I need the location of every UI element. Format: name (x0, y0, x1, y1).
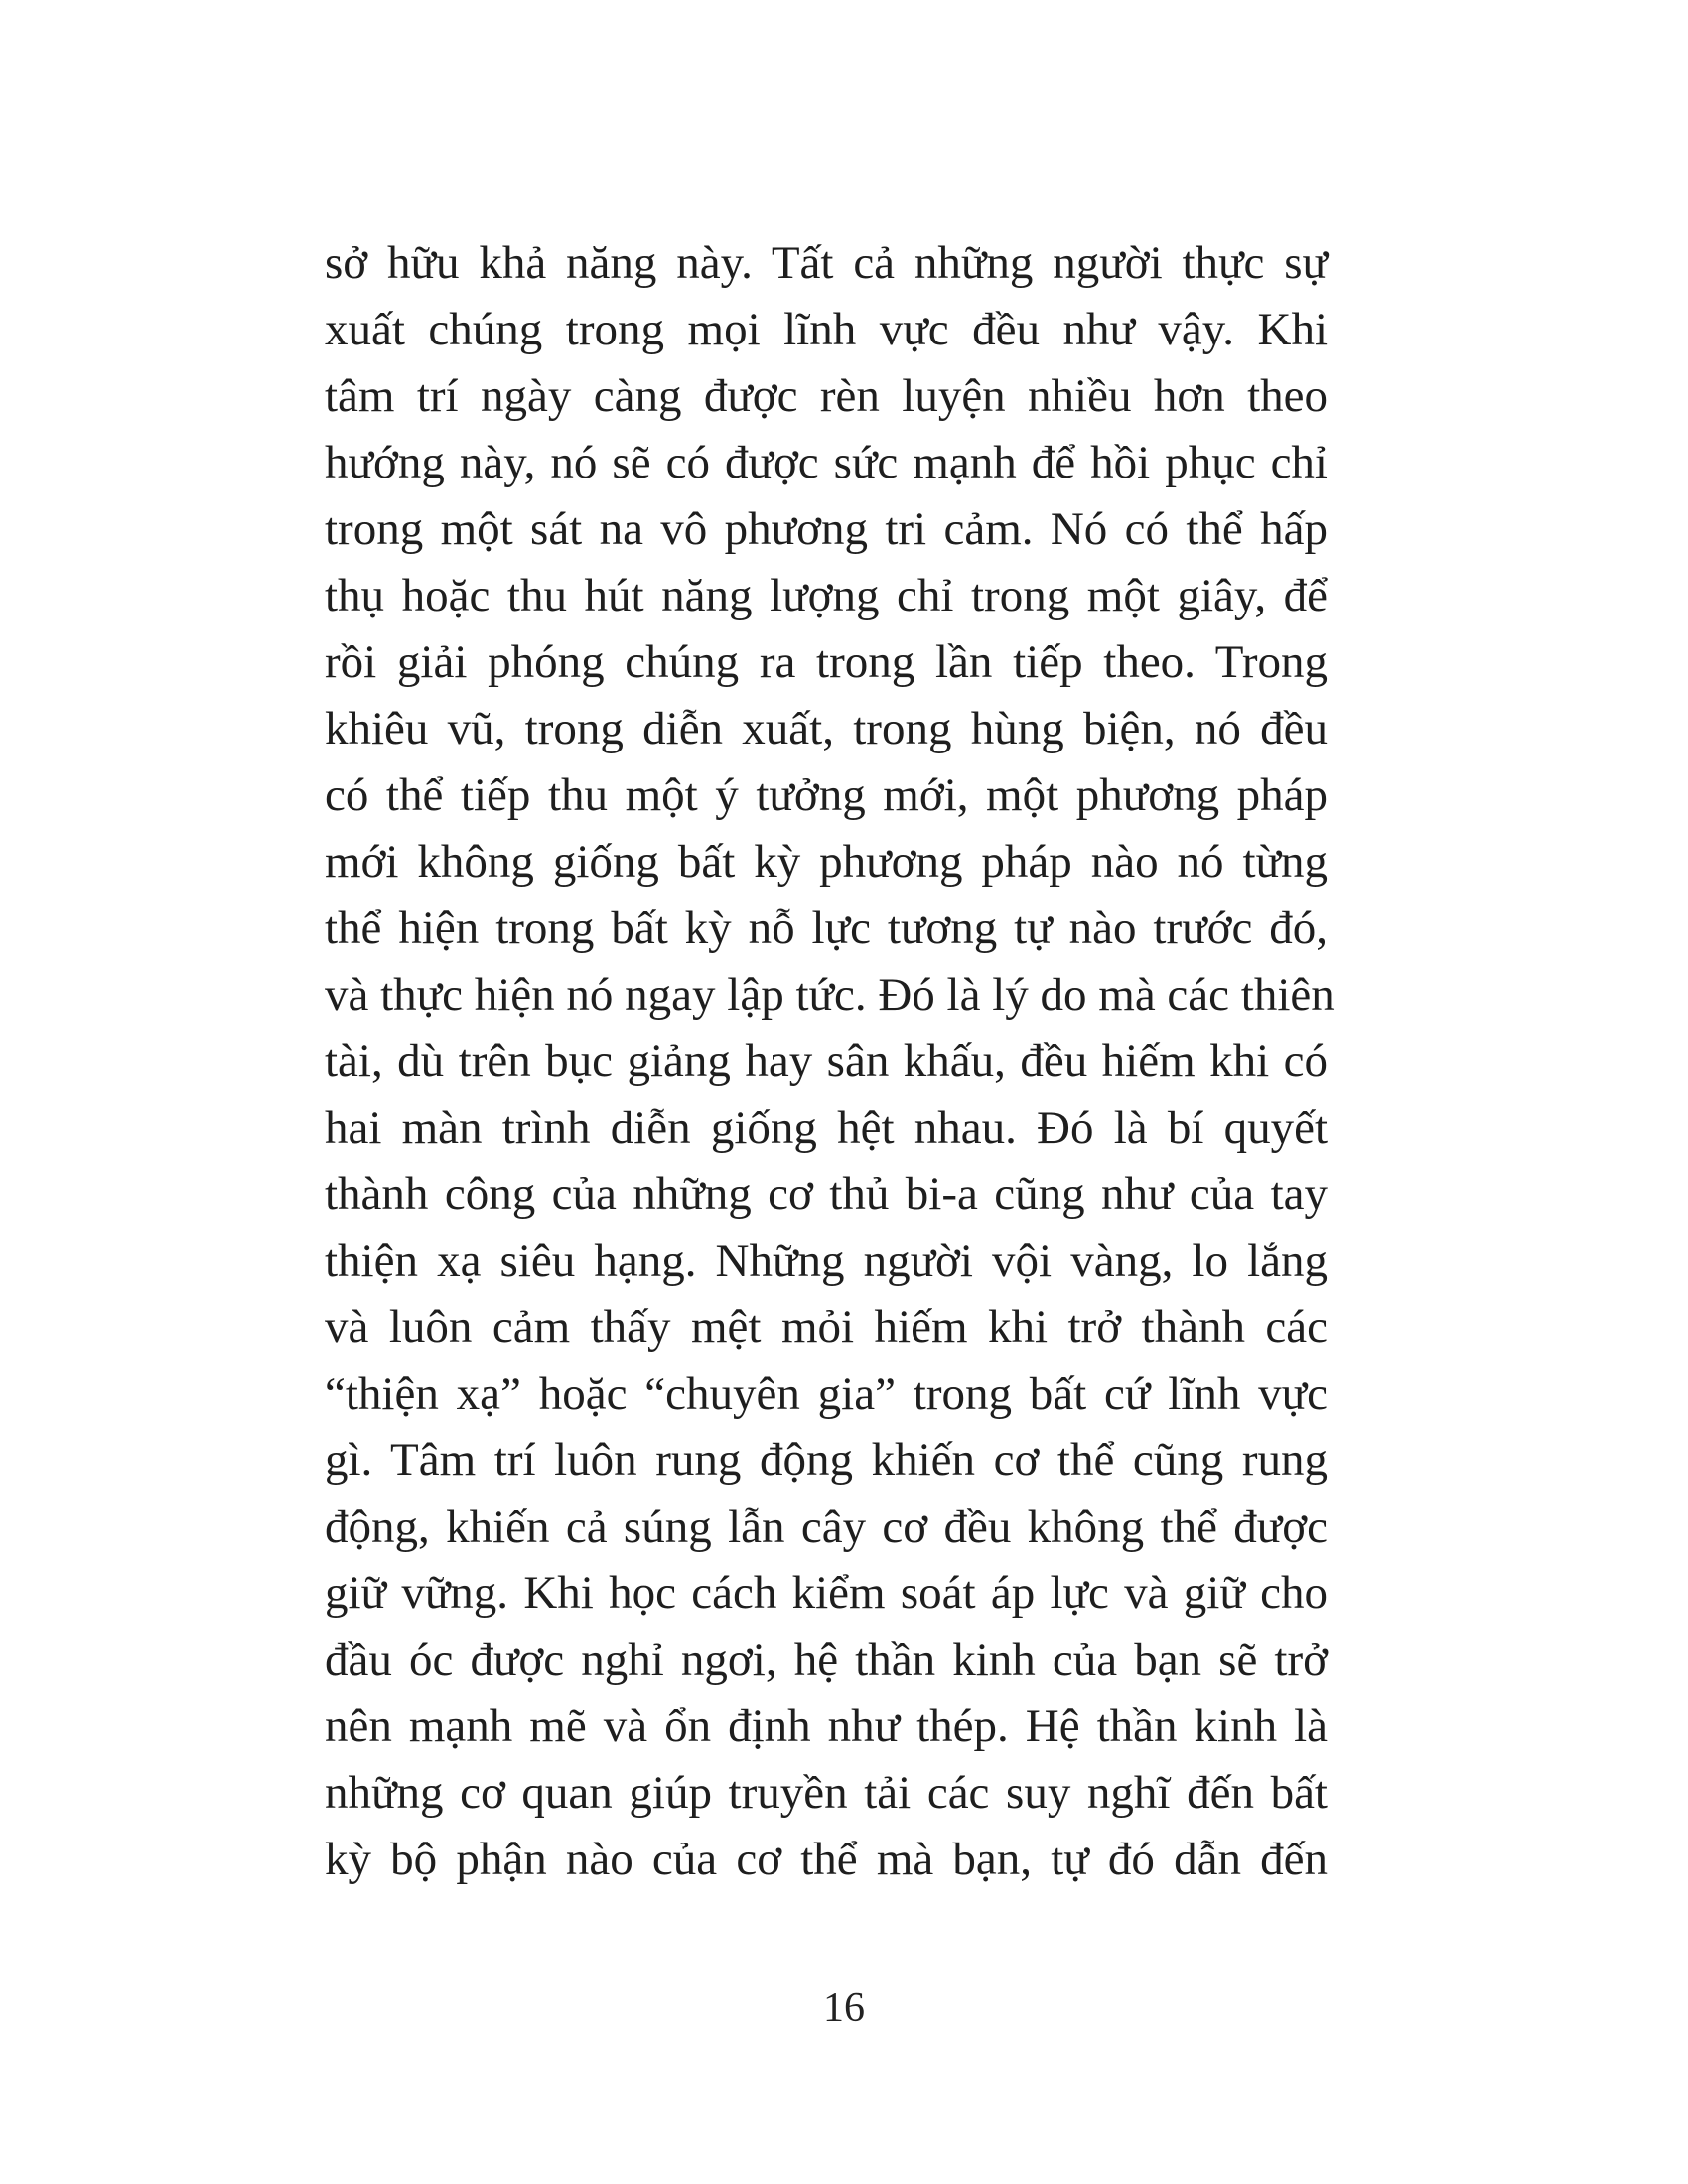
text-line-23: nên mạnh mẽ và ổn định như thép. Hệ thần kinh là (325, 1701, 1328, 1752)
body-text (325, 230, 1335, 1893)
text-line-22: đầu óc được nghỉ ngơi, hệ thần kinh của bạn sẽ trở (325, 1634, 1328, 1686)
text-line-18: “thiện xạ” hoặc “chuyên gia” trong bất cứ lĩnh vực (325, 1368, 1328, 1420)
text-line-11: thể hiện trong bất kỳ nỗ lực tương tự nào trước đó, (325, 902, 1328, 954)
text-line-25: kỳ bộ phận nào của cơ thể mà bạn, tự đó dẫn đến (325, 1834, 1328, 1885)
text-line-19: gì. Tâm trí luôn rung động khiến cơ thể cũng rung (325, 1434, 1328, 1486)
text-line-3: tâm trí ngày càng được rèn luyện nhiều hơn theo (325, 370, 1328, 422)
text-line-6: thụ hoặc thu hút năng lượng chỉ trong một giây, để (325, 570, 1328, 621)
text-line-7: rồi giải phóng chúng ra trong lần tiếp theo. Trong (325, 636, 1328, 688)
text-line-2: xuất chúng trong mọi lĩnh vực đều như vậy. Khi (325, 304, 1328, 355)
text-line-9: có thể tiếp thu một ý tưởng mới, một phương pháp (325, 769, 1328, 821)
text-line-15: thành công của những cơ thủ bi-a cũng như của tay (325, 1168, 1328, 1220)
text-line-12: và thực hiện nó ngay lập tức. Đó là lý do mà các thiên (325, 969, 1335, 1021)
text-line-24: những cơ quan giúp truyền tải các suy nghĩ đến bất (325, 1767, 1328, 1819)
page-number: 16 (823, 1985, 865, 2031)
text-line-21: giữ vững. Khi học cách kiểm soát áp lực và giữ cho (325, 1568, 1328, 1619)
text-line-17: và luôn cảm thấy mệt mỏi hiếm khi trở thành các (325, 1301, 1328, 1353)
text-line-8: khiêu vũ, trong diễn xuất, trong hùng biện, nó đều (325, 703, 1328, 754)
text-line-16: thiện xạ siêu hạng. Những người vội vàng, lo lắng (325, 1235, 1328, 1287)
text-line-20: động, khiến cả súng lẫn cây cơ đều không thể được (325, 1501, 1328, 1553)
text-line-5: trong một sát na vô phương tri cảm. Nó có thể hấp (325, 503, 1328, 555)
text-line-10: mới không giống bất kỳ phương pháp nào nó từng (325, 836, 1328, 887)
text-line-1: sở hữu khả năng này. Tất cả những người thực sự (325, 237, 1328, 289)
text-line-13: tài, dù trên bục giảng hay sân khấu, đều hiếm khi có (325, 1035, 1328, 1087)
text-line-14: hai màn trình diễn giống hệt nhau. Đó là bí quyết (325, 1102, 1328, 1154)
text-line-4: hướng này, nó sẽ có được sức mạnh để hồi phục chỉ (325, 437, 1328, 488)
